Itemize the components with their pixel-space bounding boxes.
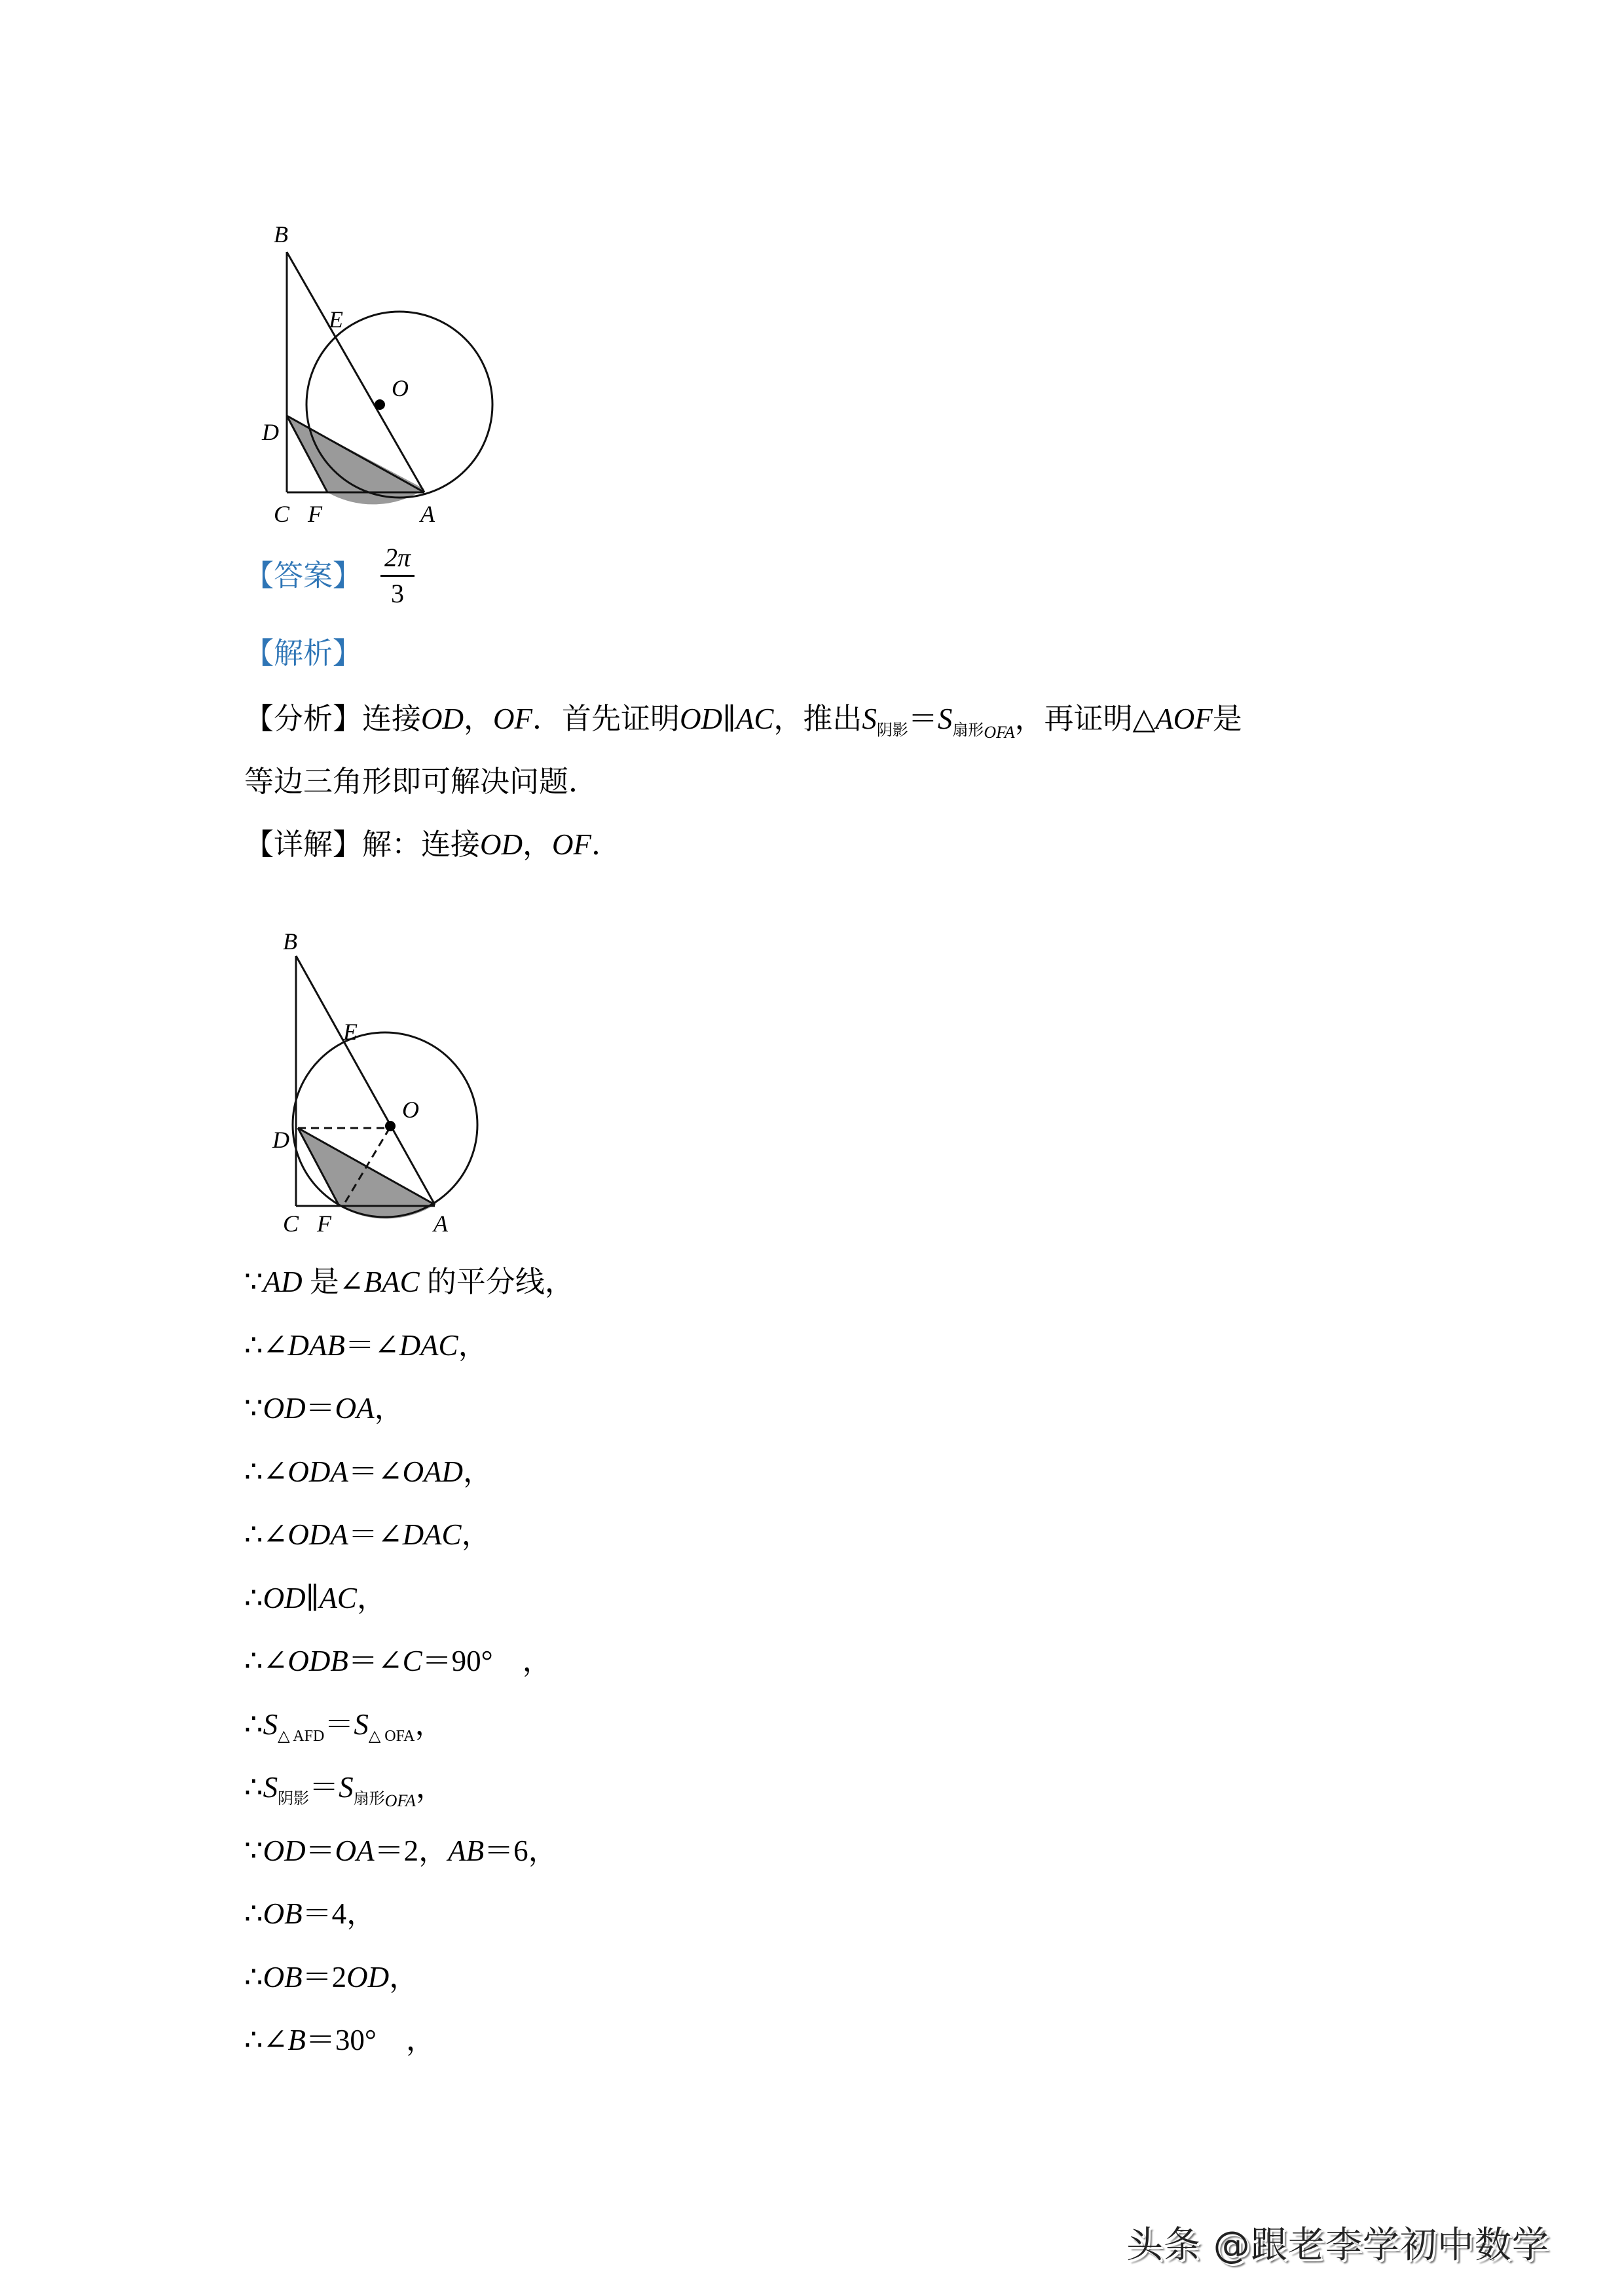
text: ， (461, 1518, 491, 1551)
label-e: E (343, 1019, 358, 1045)
proof-step (244, 1580, 386, 1616)
math: S (354, 1707, 369, 1741)
subscript: △ OFA (368, 1727, 415, 1745)
subscript: 阴影 (876, 722, 908, 739)
text: ＝ (324, 1707, 354, 1741)
therefore-symbol: ∴ (244, 1645, 263, 1677)
text: ， (463, 1455, 493, 1488)
label-c: C (274, 501, 290, 527)
therefore-symbol: ∴ (244, 1518, 263, 1551)
text: ＝6， (484, 1834, 558, 1867)
text: ， (458, 1328, 488, 1362)
math: OF (552, 828, 592, 861)
math: AB (448, 1834, 485, 1867)
analysis-label: 【解析】 (244, 637, 363, 670)
label-e: E (329, 306, 343, 333)
text: ∠ (263, 1518, 288, 1551)
text: ， (356, 1581, 386, 1614)
label-a: A (434, 1211, 448, 1234)
math: OD (421, 702, 464, 735)
proof-step (244, 1832, 558, 1869)
math: ODA (287, 1455, 348, 1488)
proof-step (244, 1327, 488, 1364)
proof-step (244, 2022, 435, 2058)
text: ， (523, 828, 553, 861)
label-c: C (283, 1211, 299, 1234)
proof-step (244, 1390, 404, 1427)
therefore-symbol: ∴ (244, 1328, 263, 1362)
math: B (287, 2024, 306, 2056)
label-d: D (262, 419, 279, 445)
label-b: B (283, 928, 297, 955)
therefore-symbol: ∴ (244, 1897, 263, 1930)
geometry-figure-1 (249, 196, 498, 530)
because-symbol: ∵ (244, 1266, 263, 1298)
math: AD (263, 1266, 303, 1298)
math: S (339, 1771, 354, 1804)
math: OD (263, 1581, 306, 1614)
math: OA (335, 1834, 375, 1867)
text: ＝ (305, 1834, 335, 1867)
therefore-symbol: ∴ (244, 1707, 263, 1741)
label-f: F (308, 501, 322, 527)
math: AC (735, 702, 774, 735)
math: S (263, 1707, 278, 1741)
math: BAC (363, 1266, 420, 1298)
subscript: OFA (384, 1791, 416, 1810)
math: OD (346, 1960, 390, 1994)
text: ． (591, 828, 621, 861)
fenxi-label: 【分析】 (244, 702, 363, 735)
math: ODA (287, 1518, 348, 1551)
text: ＝∠ (344, 1328, 399, 1362)
math: OD (263, 1392, 306, 1425)
fenxi-line-1 (244, 701, 1242, 742)
text: ∥ (305, 1581, 320, 1614)
text: 解：连接 (362, 828, 481, 861)
text: ＝∠ (348, 1518, 403, 1551)
text: ＝90° ， (422, 1645, 552, 1677)
text: 连接 (362, 702, 422, 735)
math: OAD (402, 1455, 464, 1488)
subscript: △ AFD (278, 1727, 325, 1745)
proof-step (244, 1264, 574, 1300)
math: AC (319, 1581, 357, 1614)
answer-denominator: 3 (391, 579, 405, 608)
math: OF (493, 702, 533, 735)
subscript: OFA (984, 723, 1015, 742)
text: ，推出 (773, 702, 862, 735)
text: ， (464, 702, 494, 735)
answer-label: 【答案】 (244, 559, 363, 592)
fenxi-line-2: 等边三角形即可解决问题． (244, 765, 599, 798)
math: OB (263, 1960, 303, 1994)
math: OA (335, 1392, 375, 1425)
text: ＝30° ， (305, 2024, 435, 2056)
math: DAC (402, 1518, 462, 1551)
math: S (862, 702, 877, 735)
text: ， (415, 1707, 445, 1741)
math: OD (680, 702, 723, 735)
geometry-figure-2 (249, 907, 498, 1234)
xiangjie-label: 【详解】 (244, 828, 363, 861)
text: ＝ (908, 702, 938, 735)
text: ∠ (263, 2024, 288, 2056)
math: OD (480, 828, 523, 861)
therefore-symbol: ∴ (244, 1455, 263, 1488)
therefore-symbol: ∴ (244, 1960, 263, 1994)
math: DAC (399, 1328, 458, 1362)
text: 是∠ (302, 1266, 364, 1298)
because-symbol: ∵ (244, 1834, 263, 1867)
text: ＝∠ (348, 1645, 403, 1677)
text: ，再证明△ (1014, 702, 1156, 735)
label-b: B (274, 221, 288, 247)
text: ＝∠ (348, 1455, 403, 1488)
subscript: 阴影 (278, 1791, 310, 1808)
math: OB (263, 1897, 303, 1930)
answer-row (244, 543, 415, 608)
proof-step (244, 1769, 445, 1811)
center-point-o (385, 1121, 396, 1131)
text: ， (389, 1960, 419, 1994)
proof-step (244, 1895, 376, 1932)
math: OD (263, 1834, 306, 1867)
text: 是 (1212, 702, 1242, 735)
text: ＝2 (302, 1960, 347, 1994)
math: S (263, 1771, 278, 1804)
therefore-symbol: ∴ (244, 2024, 263, 2056)
text: ＝ (305, 1392, 335, 1425)
label-o: O (392, 375, 409, 401)
math: S (937, 702, 953, 735)
text: ， (374, 1392, 404, 1425)
because-symbol: ∵ (244, 1392, 263, 1425)
proof-step (244, 1959, 418, 1995)
proof-step (244, 1706, 445, 1748)
text: ＝2， (374, 1834, 449, 1867)
xiangjie-line (244, 826, 621, 863)
center-point-o (375, 399, 385, 410)
text: ＝4， (302, 1897, 377, 1930)
text: ， (415, 1771, 445, 1804)
proof-step (244, 1516, 491, 1553)
text: ∠ (263, 1455, 288, 1488)
proof-step (244, 1453, 492, 1490)
answer-numerator: 2π (380, 543, 415, 577)
text: ∠ (263, 1645, 288, 1677)
proof-step (244, 1643, 552, 1679)
subscript: 扇形 (952, 722, 984, 739)
answer-fraction (380, 543, 415, 608)
text: ∠ (263, 1328, 288, 1362)
text: 的平分线， (419, 1266, 574, 1298)
math: ODB (287, 1645, 348, 1677)
math: DAB (287, 1328, 345, 1362)
therefore-symbol: ∴ (244, 1771, 263, 1804)
label-a: A (420, 501, 435, 527)
subscript: 扇形 (353, 1791, 385, 1808)
math: C (402, 1645, 422, 1677)
therefore-symbol: ∴ (244, 1581, 263, 1614)
math: AOF (1155, 702, 1213, 735)
label-o: O (402, 1097, 419, 1123)
text: ∥ (722, 702, 736, 735)
label-f: F (317, 1211, 331, 1234)
label-d: D (272, 1127, 289, 1153)
text: ＝ (309, 1771, 339, 1804)
watermark: 头条 @跟老李学初中数学 (1126, 2224, 1549, 2267)
text: ．首先证明 (532, 702, 680, 735)
